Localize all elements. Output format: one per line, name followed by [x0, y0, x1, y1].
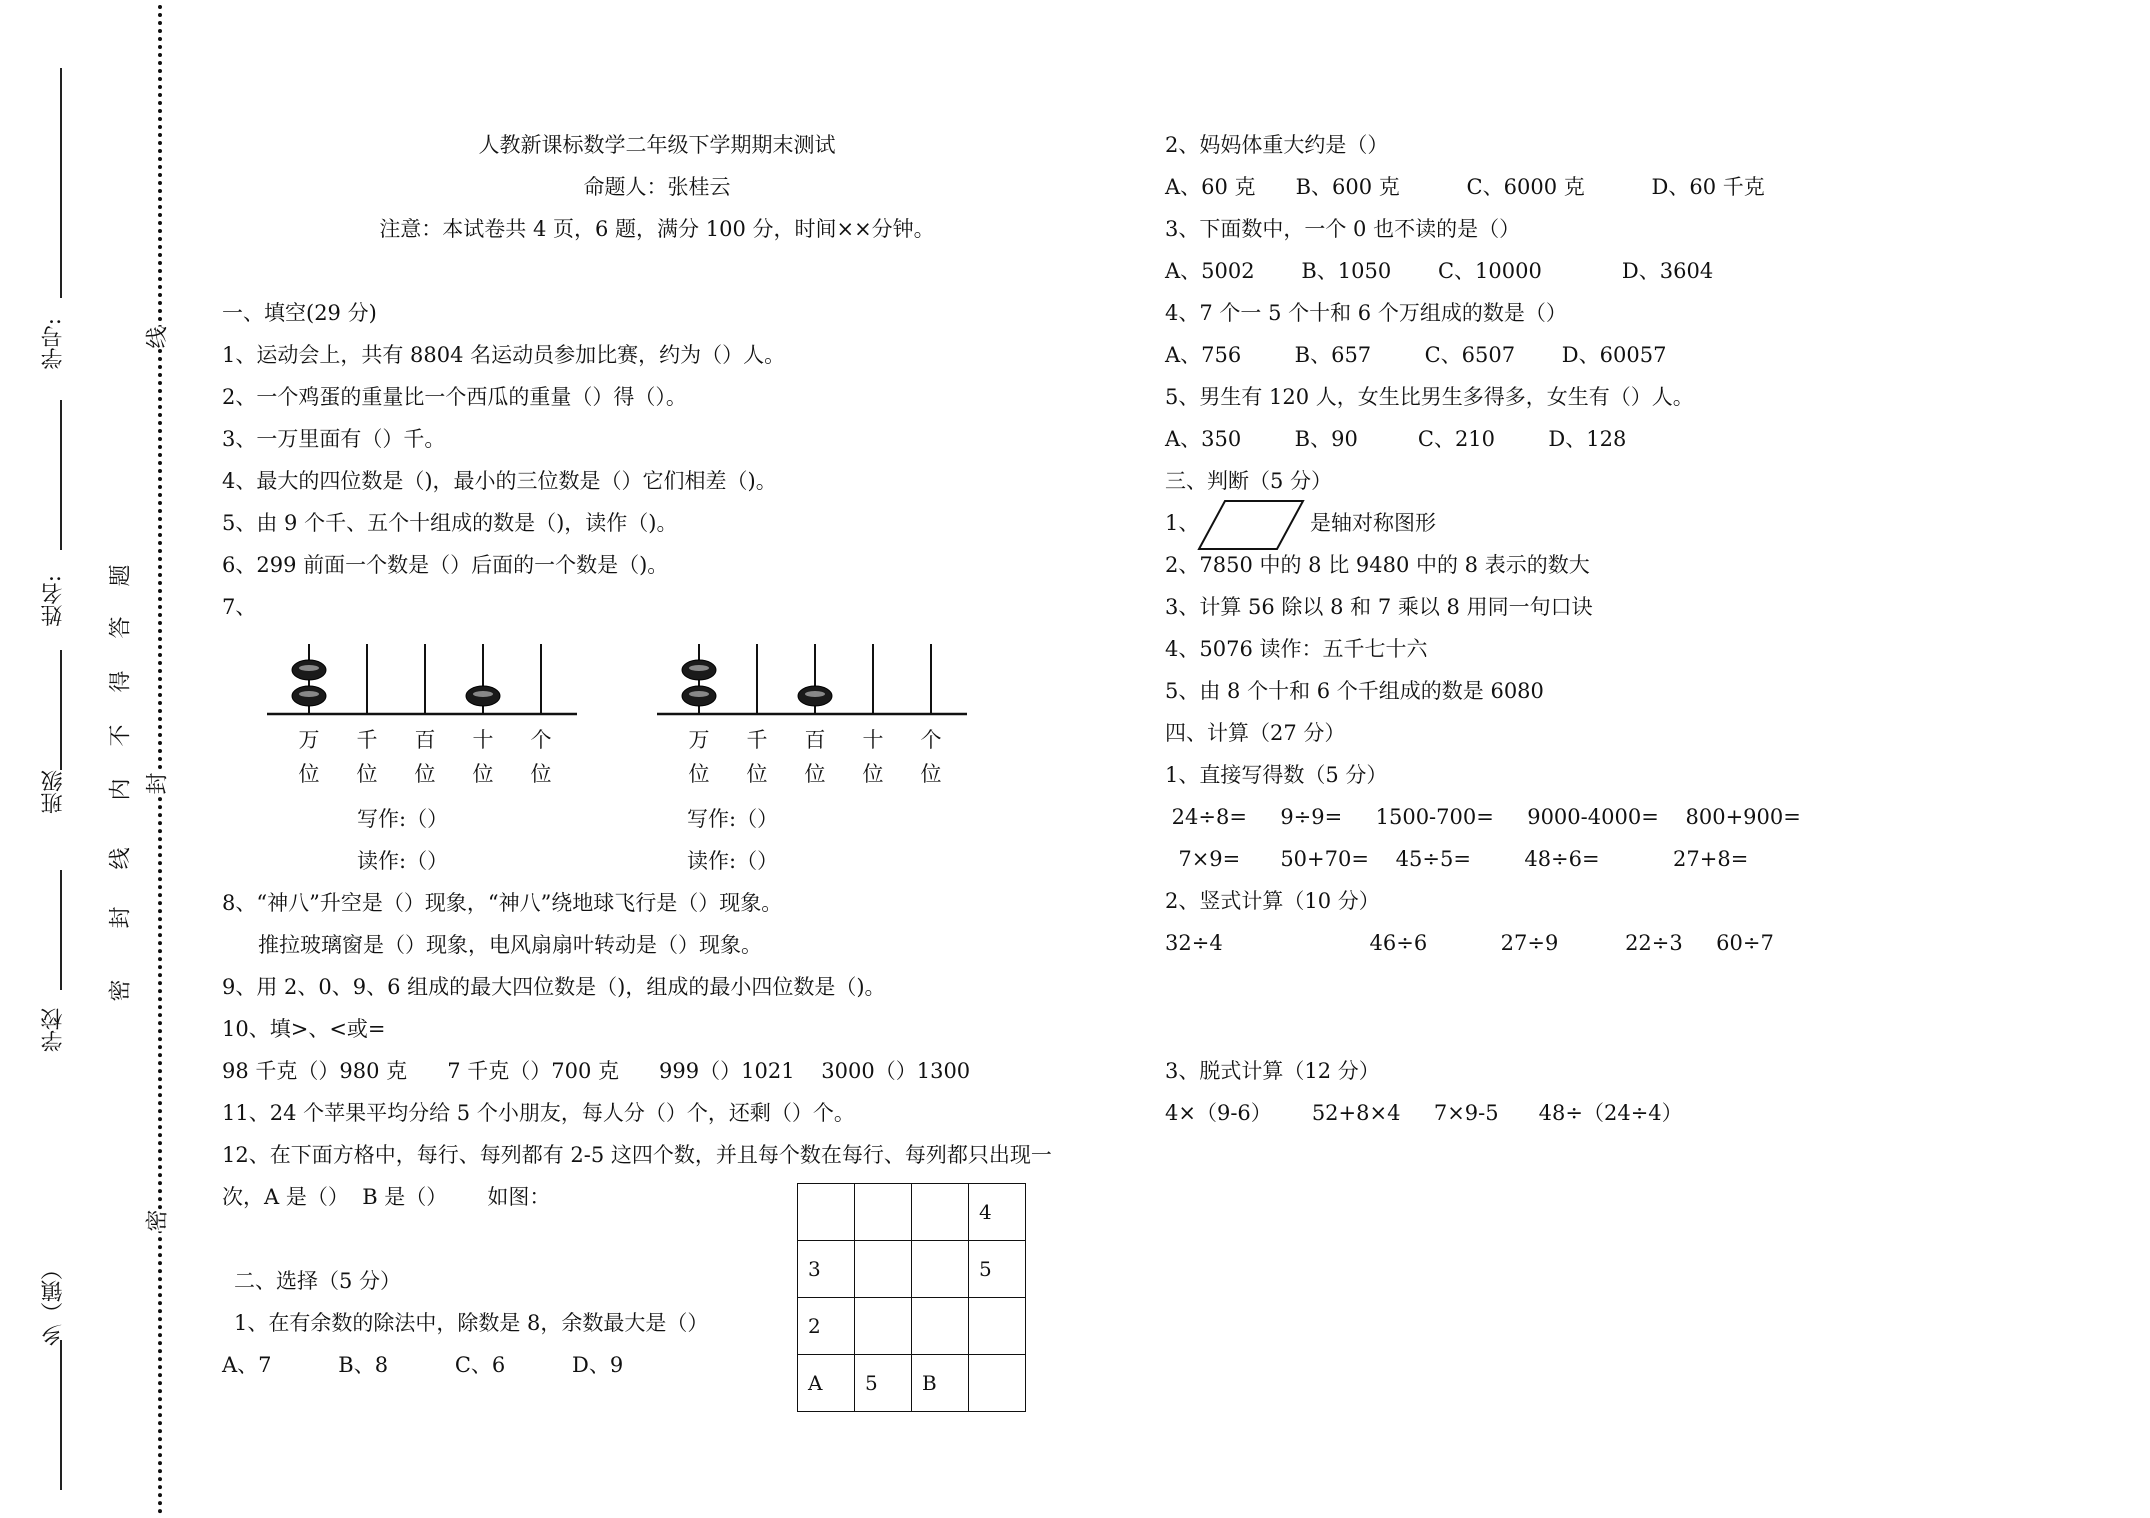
abacus-frame: [267, 640, 577, 720]
grid-cell: 5: [855, 1355, 912, 1412]
seal-label-xian: 线: [141, 326, 172, 348]
abacus-wei-label: 位: [472, 762, 494, 786]
abacus-place-label: 十: [472, 728, 494, 752]
abacus-wei-label: 位: [530, 762, 552, 786]
abacus-right-read: 读作:（）: [687, 849, 779, 873]
abacus-place-label: 万: [688, 728, 710, 752]
s1-q10-items: 98 千克（）980 克 7 千克（）700 克 999（）1021 3000（）1300: [222, 1059, 971, 1083]
abacus-place-label: 个: [530, 728, 552, 752]
abacus-place-label: 万: [298, 728, 320, 752]
abacus-place-label: 千: [356, 728, 378, 752]
abacus-place-label: 百: [804, 728, 826, 752]
s1-q3: 3、一万里面有（）千。: [222, 427, 446, 451]
grid-row: [798, 1355, 1026, 1412]
s2-q2: 2、妈妈体重大约是（）: [1165, 133, 1389, 157]
grid-cell: [969, 1355, 1026, 1412]
grid-cell: [855, 1184, 912, 1241]
abacus-wei-label: 位: [746, 762, 768, 786]
seal-char-ti: 题: [108, 564, 134, 587]
class-label: 班级: [41, 770, 66, 814]
s4-p3-row: 4×（9-6） 52+8×4 7×9-5 48÷（24÷4）: [1165, 1101, 1683, 1125]
seal-char-bu: 不: [108, 724, 134, 747]
number-grid: [797, 1183, 1026, 1412]
abacus-place-label: 百: [414, 728, 436, 752]
s3-q5: 5、由 8 个十和 6 个千组成的数是 6080: [1165, 679, 1544, 703]
s4-p1: 1、直接写得数（5 分）: [1165, 763, 1388, 787]
s2-q1-options: A、7 B、8 C、6 D、9: [222, 1353, 624, 1377]
seal-char-feng: 封: [108, 906, 134, 929]
s1-q12a: 12、在下面方格中，每行、每列都有 2-5 这四个数，并且每个数在每行、每列都只出现一: [222, 1143, 1052, 1167]
blank-line-school: [60, 870, 62, 990]
seal-char-da: 答: [108, 616, 134, 639]
section2-heading: 二、选择（5 分）: [234, 1269, 402, 1293]
abacus-wei-label: 位: [862, 762, 884, 786]
grid-cell: A: [798, 1355, 855, 1412]
s1-q8a: 8、“神八”升空是（）现象，“神八”绕地球飞行是（）现象。: [222, 891, 783, 915]
seal-char-mi: 密: [108, 979, 134, 1002]
s3-q1-suffix: 是轴对称图形: [1310, 511, 1436, 535]
abacus-wei-label: 位: [688, 762, 710, 786]
abacus-wei-label: 位: [298, 762, 320, 786]
s1-q4: 4、最大的四位数是（)，最小的三位数是（）它们相差（)。: [222, 469, 777, 493]
s2-q5: 5、男生有 120 人，女生比男生多得多，女生有（）人。: [1165, 385, 1694, 409]
grid-cell: 2: [798, 1298, 855, 1355]
section1-heading: 一、填空(29 分): [222, 301, 377, 325]
s1-q8b: 推拉玻璃窗是（）现象，电风扇扇叶转动是（）现象。: [258, 933, 762, 957]
grid-cell: [855, 1298, 912, 1355]
abacus-bead-highlight: [805, 691, 825, 697]
abacus-wei-label: 位: [414, 762, 436, 786]
exam-author: 命题人：张桂云: [583, 175, 731, 199]
s3-q2: 2、7850 中的 8 比 9480 中的 8 表示的数大: [1165, 553, 1590, 577]
s3-q4: 4、5076 读作：五千七十六: [1165, 637, 1428, 661]
abacus-right-write: 写作:（）: [687, 807, 779, 831]
s2-q4: 4、7 个一 5 个十和 6 个万组成的数是（）: [1165, 301, 1567, 325]
grid-cell: [798, 1184, 855, 1241]
s2-q3-options: A、5002 B、1050 C、10000 D、3604: [1165, 259, 1714, 283]
grid-cell: 3: [798, 1241, 855, 1298]
s1-q6: 6、299 前面一个数是（）后面的一个数是（)。: [222, 553, 669, 577]
s4-p1-row1: 24÷8= 9÷9= 1500-700= 9000-4000= 800+900=: [1165, 805, 1801, 829]
grid-cell: 4: [969, 1184, 1026, 1241]
seal-label-feng: 封: [141, 772, 172, 794]
town-label: 乡（镇）: [41, 1258, 66, 1346]
abacus-place-label: 十: [862, 728, 884, 752]
abacus-wei-label: 位: [356, 762, 378, 786]
s2-q1: 1、在有余数的除法中，除数是 8，余数最大是（）: [234, 1311, 709, 1335]
abacus-left: [267, 640, 577, 786]
blank-line-student-id: [60, 68, 62, 298]
binding-margin: [0, 0, 175, 1518]
abacus-bead-highlight: [689, 665, 709, 671]
s2-q4-options: A、756 B、657 C、6507 D、60057: [1165, 343, 1667, 367]
abacus-bead-highlight: [473, 691, 493, 697]
s1-q12b: 次，A 是（） B 是（） 如图：: [222, 1185, 551, 1209]
seal-char-de: 得: [108, 670, 134, 693]
s2-q3: 3、下面数中，一个 0 也不读的是（）: [1165, 217, 1521, 241]
s1-q11: 11、24 个苹果平均分给 5 个小朋友，每人分（）个，还剩（）个。: [222, 1101, 855, 1125]
abacus-bead-highlight: [299, 665, 319, 671]
section4-heading: 四、计算（27 分）: [1165, 721, 1346, 745]
s4-p3: 3、脱式计算（12 分）: [1165, 1059, 1380, 1083]
grid-cell: 5: [969, 1241, 1026, 1298]
exam-note: 注意：本试卷共 4 页，6 题，满分 100 分，时间××分钟。: [379, 217, 935, 241]
abacus-place-label: 个: [920, 728, 942, 752]
abacus-left-read: 读作:（）: [357, 849, 449, 873]
s1-q5: 5、由 9 个千、五个十组成的数是（)，读作（)。: [222, 511, 678, 535]
seal-char-nei: 内: [108, 778, 134, 801]
s4-p1-row2: 7×9= 50+70= 45÷5= 48÷6= 27+8=: [1165, 847, 1749, 871]
grid-cell: B: [912, 1355, 969, 1412]
abacus-place-label: 千: [746, 728, 768, 752]
grid-cell: [969, 1298, 1026, 1355]
seal-dotted-line: [158, 5, 162, 1515]
abacus-right: [657, 640, 967, 786]
grid-row: [798, 1298, 1026, 1355]
abacus-left-write: 写作:（）: [357, 807, 449, 831]
s4-p2: 2、竖式计算（10 分）: [1165, 889, 1380, 913]
s2-q5-options: A、350 B、90 C、210 D、128: [1165, 427, 1627, 451]
abacus-bead-highlight: [689, 691, 709, 697]
grid-row: [798, 1241, 1026, 1298]
s4-p2-row: 32÷4 46÷6 27÷9 22÷3 60÷7: [1165, 931, 1774, 955]
exam-title: 人教新课标数学二年级下学期期末测试: [478, 133, 836, 157]
grid-cell: [855, 1241, 912, 1298]
section3-heading: 三、判断（5 分）: [1165, 469, 1333, 493]
grid-cell: [912, 1184, 969, 1241]
parallelogram-icon: [1197, 499, 1307, 551]
abacus-bead-highlight: [299, 691, 319, 697]
school-label: 学校: [41, 1008, 66, 1052]
abacus-wei-label: 位: [804, 762, 826, 786]
s1-q9: 9、用 2、0、9、6 组成的最大四位数是（)，组成的最小四位数是（)。: [222, 975, 886, 999]
s1-q1: 1、运动会上，共有 8804 名运动员参加比赛，约为（）人。: [222, 343, 786, 367]
blank-line-class: [60, 650, 62, 770]
grid-cell: [912, 1241, 969, 1298]
s1-q10: 10、填>、<或=: [222, 1017, 386, 1041]
abacus-wei-label: 位: [920, 762, 942, 786]
grid-cell: [912, 1298, 969, 1355]
blank-line-town: [60, 1340, 62, 1490]
seal-label-mi: 密: [141, 1209, 172, 1231]
seal-char-xian: 线: [108, 847, 134, 870]
s3-q1-prefix: 1、: [1165, 511, 1200, 535]
s1-q2: 2、一个鸡蛋的重量比一个西瓜的重量（）得（）。: [222, 385, 687, 409]
grid-row: [798, 1184, 1026, 1241]
abacus-frame: [657, 640, 967, 720]
s1-q7: 7、: [222, 595, 257, 619]
name-label: 姓名:: [41, 575, 66, 627]
s3-q3: 3、计算 56 除以 8 和 7 乘以 8 用同一句口诀: [1165, 595, 1593, 619]
s2-q2-options: A、60 克 B、600 克 C、6000 克 D、60 千克: [1165, 175, 1765, 199]
student-id-label: 学号:: [41, 318, 66, 370]
blank-line-name: [60, 400, 62, 550]
